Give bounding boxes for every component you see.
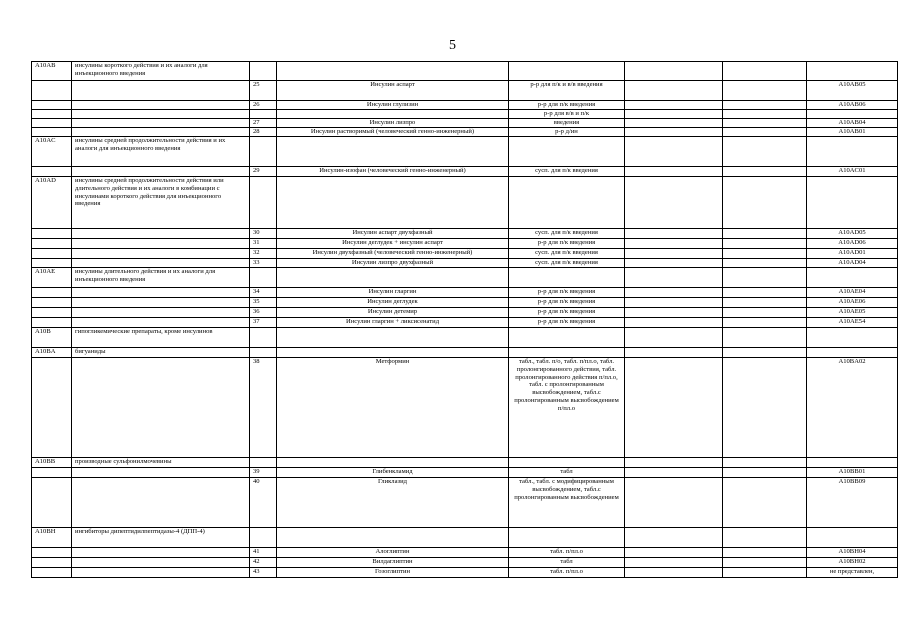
empty-cell-7 — [723, 328, 807, 348]
atc-group-code-cell — [32, 81, 72, 101]
table-row — [32, 249, 898, 259]
table-row — [32, 568, 898, 578]
atc-code-cell: A10AB06 — [807, 101, 898, 110]
group-name-cell: инсулины длительного действия и их аналоги для инъекционного введения — [72, 268, 250, 288]
group-name-cell — [72, 288, 250, 298]
table-row — [32, 358, 898, 458]
table-row — [32, 458, 898, 468]
dosage-form-cell: р-р д/ин — [509, 128, 625, 137]
empty-cell-7 — [723, 268, 807, 288]
group-name-cell — [72, 478, 250, 528]
table-row — [32, 268, 898, 288]
atc-code-cell — [807, 177, 898, 229]
drug-name-cell — [277, 110, 509, 119]
row-number-cell: 26 — [250, 101, 277, 110]
empty-cell-7 — [723, 358, 807, 458]
empty-cell-6 — [625, 528, 723, 548]
empty-cell-7 — [723, 528, 807, 548]
empty-cell-6 — [625, 308, 723, 318]
table-row — [32, 318, 898, 328]
dosage-form-cell: р-р для в/в и п/к — [509, 110, 625, 119]
group-name-cell: инсулины средней продолжительности действия или длительного действия и их аналоги в комбинации с инсулинами короткого действия для инъекционного введения — [72, 177, 250, 229]
drug-name-cell: Инсулин деглудек — [277, 298, 509, 308]
table-row — [32, 548, 898, 558]
row-number-cell: 34 — [250, 288, 277, 298]
empty-cell-6 — [625, 239, 723, 249]
table-row — [32, 298, 898, 308]
empty-cell-6 — [625, 229, 723, 239]
atc-code-cell: A10AD01 — [807, 249, 898, 259]
row-number-cell: 30 — [250, 229, 277, 239]
drug-name-cell: Инсулин аспарт — [277, 81, 509, 101]
group-name-cell: гипогликемические препараты, кроме инсулинов — [72, 328, 250, 348]
table-row — [32, 62, 898, 81]
empty-cell-7 — [723, 568, 807, 578]
group-name-cell — [72, 110, 250, 119]
atc-code-cell — [807, 528, 898, 548]
table-row — [32, 478, 898, 528]
empty-cell-7 — [723, 119, 807, 128]
row-number-cell — [250, 177, 277, 229]
row-number-cell — [250, 528, 277, 548]
atc-group-code-cell — [32, 101, 72, 110]
drug-name-cell: Алоглиптин — [277, 548, 509, 558]
row-number-cell: 29 — [250, 167, 277, 177]
table-row — [32, 81, 898, 101]
atc-code-cell: A10BB09 — [807, 478, 898, 528]
atc-group-code-cell: A10BA — [32, 348, 72, 358]
table-row — [32, 558, 898, 568]
row-number-cell: 28 — [250, 128, 277, 137]
atc-group-code-cell — [32, 358, 72, 458]
atc-code-cell — [807, 348, 898, 358]
group-name-cell — [72, 468, 250, 478]
group-name-cell: бигуаниды — [72, 348, 250, 358]
table-row — [32, 259, 898, 268]
empty-cell-6 — [625, 348, 723, 358]
atc-code-cell — [807, 268, 898, 288]
group-name-cell — [72, 229, 250, 239]
atc-code-cell: A10BH04 — [807, 548, 898, 558]
group-name-cell: инсулины средней продолжительности действия и их аналоги для инъекционного введения — [72, 137, 250, 167]
table-row — [32, 239, 898, 249]
drug-name-cell: Инсулин гларгин — [277, 288, 509, 298]
atc-group-code-cell — [32, 568, 72, 578]
atc-group-code-cell — [32, 308, 72, 318]
group-name-cell — [72, 568, 250, 578]
atc-code-cell: A10AD04 — [807, 259, 898, 268]
table-row — [32, 328, 898, 348]
group-name-cell — [72, 259, 250, 268]
drug-name-cell: Вилдаглиптин — [277, 558, 509, 568]
row-number-cell — [250, 110, 277, 119]
empty-cell-6 — [625, 478, 723, 528]
dosage-form-cell — [509, 268, 625, 288]
atc-group-code-cell — [32, 288, 72, 298]
group-name-cell — [72, 128, 250, 137]
dosage-form-cell: р-р для п/к введения — [509, 239, 625, 249]
group-name-cell: инсулины короткого действия и их аналоги для инъекционного введения — [72, 62, 250, 81]
row-number-cell — [250, 137, 277, 167]
empty-cell-7 — [723, 308, 807, 318]
atc-group-code-cell — [32, 298, 72, 308]
row-number-cell: 36 — [250, 308, 277, 318]
dosage-form-cell — [509, 458, 625, 468]
dosage-form-cell: табл. п/пл.о — [509, 548, 625, 558]
dosage-form-cell: р-р для п/к и в/в введения — [509, 81, 625, 101]
row-number-cell: 39 — [250, 468, 277, 478]
dosage-form-cell: сусп. для п/к введения — [509, 167, 625, 177]
table-row — [32, 229, 898, 239]
atc-group-code-cell — [32, 128, 72, 137]
drug-name-cell: Инсулин деглудек + инсулин аспарт — [277, 239, 509, 249]
drug-name-cell: Гликлазид — [277, 478, 509, 528]
atc-group-code-cell: A10AC — [32, 137, 72, 167]
atc-group-code-cell — [32, 318, 72, 328]
empty-cell-7 — [723, 62, 807, 81]
dosage-form-cell: сусп. для п/к введения — [509, 229, 625, 239]
dosage-form-cell — [509, 528, 625, 548]
empty-cell-6 — [625, 101, 723, 110]
drug-name-cell: Глибенкламид — [277, 468, 509, 478]
empty-cell-6 — [625, 249, 723, 259]
row-number-cell: 35 — [250, 298, 277, 308]
table-row — [32, 468, 898, 478]
empty-cell-7 — [723, 229, 807, 239]
drug-name-cell — [277, 137, 509, 167]
atc-group-code-cell — [32, 558, 72, 568]
dosage-form-cell — [509, 62, 625, 81]
empty-cell-6 — [625, 558, 723, 568]
empty-cell-7 — [723, 468, 807, 478]
atc-group-code-cell — [32, 229, 72, 239]
group-name-cell — [72, 298, 250, 308]
row-number-cell: 27 — [250, 119, 277, 128]
table-row — [32, 119, 898, 128]
empty-cell-7 — [723, 101, 807, 110]
row-number-cell: 41 — [250, 548, 277, 558]
table-row — [32, 137, 898, 167]
group-name-cell — [72, 558, 250, 568]
row-number-cell: 43 — [250, 568, 277, 578]
empty-cell-6 — [625, 62, 723, 81]
dosage-form-cell — [509, 328, 625, 348]
row-number-cell — [250, 268, 277, 288]
empty-cell-7 — [723, 548, 807, 558]
table-row — [32, 528, 898, 548]
atc-group-code-cell — [32, 110, 72, 119]
atc-group-code-cell — [32, 548, 72, 558]
drug-name-cell: Гозоглиптин — [277, 568, 509, 578]
atc-code-cell: A10AB01 — [807, 128, 898, 137]
row-number-cell: 42 — [250, 558, 277, 568]
row-number-cell — [250, 328, 277, 348]
drug-name-cell: Инсулин детемир — [277, 308, 509, 318]
atc-code-cell: A10AE06 — [807, 298, 898, 308]
drug-name-cell: Метформин — [277, 358, 509, 458]
atc-group-code-cell: A10B — [32, 328, 72, 348]
group-name-cell — [72, 308, 250, 318]
atc-group-code-cell — [32, 239, 72, 249]
empty-cell-6 — [625, 298, 723, 308]
atc-group-code-cell — [32, 167, 72, 177]
dosage-form-cell: р-р для п/к введения — [509, 318, 625, 328]
group-name-cell — [72, 167, 250, 177]
empty-cell-7 — [723, 478, 807, 528]
atc-group-code-cell: A10BH — [32, 528, 72, 548]
group-name-cell — [72, 249, 250, 259]
atc-code-cell: A10AD06 — [807, 239, 898, 249]
atc-code-cell: A10AE54 — [807, 318, 898, 328]
atc-code-cell — [807, 62, 898, 81]
drug-name-cell: Инсулин лизпро — [277, 119, 509, 128]
dosage-form-cell: сусп. для п/к введения — [509, 259, 625, 268]
drug-name-cell: Инсулин-изофан (человеческий генно-инженерный) — [277, 167, 509, 177]
empty-cell-6 — [625, 548, 723, 558]
empty-cell-6 — [625, 259, 723, 268]
table-row — [32, 128, 898, 137]
atc-code-cell: A10AC01 — [807, 167, 898, 177]
atc-code-cell: A10AB04 — [807, 119, 898, 128]
group-name-cell: производные сульфонилмочевины — [72, 458, 250, 468]
row-number-cell — [250, 458, 277, 468]
atc-code-cell: A10AB05 — [807, 81, 898, 101]
row-number-cell — [250, 348, 277, 358]
empty-cell-6 — [625, 177, 723, 229]
group-name-cell — [72, 239, 250, 249]
row-number-cell: 40 — [250, 478, 277, 528]
table-row — [32, 101, 898, 110]
atc-code-cell — [807, 110, 898, 119]
atc-code-cell: A10AE05 — [807, 308, 898, 318]
atc-group-code-cell: A10AD — [32, 177, 72, 229]
group-name-cell — [72, 101, 250, 110]
empty-cell-7 — [723, 558, 807, 568]
drug-name-cell: Инсулин двухфазный (человеческий генно-инженерный) — [277, 249, 509, 259]
empty-cell-7 — [723, 110, 807, 119]
empty-cell-7 — [723, 458, 807, 468]
page-number: 5 — [449, 38, 456, 53]
drug-table — [31, 61, 898, 578]
empty-cell-6 — [625, 119, 723, 128]
group-name-cell — [72, 318, 250, 328]
empty-cell-6 — [625, 458, 723, 468]
empty-cell-7 — [723, 167, 807, 177]
table-row — [32, 308, 898, 318]
table-row — [32, 288, 898, 298]
group-name-cell — [72, 119, 250, 128]
atc-group-code-cell: A10AE — [32, 268, 72, 288]
group-name-cell — [72, 81, 250, 101]
atc-code-cell: A10BB01 — [807, 468, 898, 478]
atc-code-cell: A10BH02 — [807, 558, 898, 568]
atc-code-cell: A10AE04 — [807, 288, 898, 298]
empty-cell-6 — [625, 318, 723, 328]
table-row — [32, 348, 898, 358]
empty-cell-6 — [625, 81, 723, 101]
empty-cell-7 — [723, 177, 807, 229]
drug-name-cell — [277, 62, 509, 81]
empty-cell-7 — [723, 81, 807, 101]
atc-code-cell — [807, 137, 898, 167]
table-row — [32, 177, 898, 229]
dosage-form-cell: введения — [509, 119, 625, 128]
empty-cell-6 — [625, 128, 723, 137]
drug-name-cell — [277, 348, 509, 358]
empty-cell-6 — [625, 268, 723, 288]
empty-cell-7 — [723, 298, 807, 308]
group-name-cell — [72, 548, 250, 558]
drug-name-cell: Инсулин аспарт двухфазный — [277, 229, 509, 239]
row-number-cell: 38 — [250, 358, 277, 458]
atc-code-cell — [807, 458, 898, 468]
atc-code-cell: A10AD05 — [807, 229, 898, 239]
drug-name-cell: Инсулин растворимый (человеческий генно-инженерный) — [277, 128, 509, 137]
atc-group-code-cell — [32, 259, 72, 268]
empty-cell-7 — [723, 137, 807, 167]
atc-group-code-cell — [32, 119, 72, 128]
empty-cell-6 — [625, 137, 723, 167]
empty-cell-6 — [625, 167, 723, 177]
empty-cell-7 — [723, 249, 807, 259]
atc-group-code-cell — [32, 468, 72, 478]
dosage-form-cell — [509, 137, 625, 167]
atc-group-code-cell — [32, 478, 72, 528]
empty-cell-7 — [723, 259, 807, 268]
drug-name-cell: Инсулин гларгин + ликсисенатид — [277, 318, 509, 328]
table-row — [32, 167, 898, 177]
row-number-cell: 33 — [250, 259, 277, 268]
drug-name-cell — [277, 328, 509, 348]
dosage-form-cell: табл. п/пл.о — [509, 568, 625, 578]
dosage-form-cell: табл — [509, 468, 625, 478]
dosage-form-cell: сусп. для п/к введения — [509, 249, 625, 259]
table-body — [32, 62, 898, 578]
dosage-form-cell: р-р для п/к введения — [509, 308, 625, 318]
empty-cell-6 — [625, 288, 723, 298]
atc-group-code-cell: A10AB — [32, 62, 72, 81]
empty-cell-7 — [723, 348, 807, 358]
drug-name-cell — [277, 268, 509, 288]
empty-cell-6 — [625, 110, 723, 119]
row-number-cell: 37 — [250, 318, 277, 328]
atc-group-code-cell — [32, 249, 72, 259]
empty-cell-6 — [625, 358, 723, 458]
drug-name-cell: Инсулин лизпро двухфазный — [277, 259, 509, 268]
drug-name-cell: Инсулин глулизин — [277, 101, 509, 110]
empty-cell-7 — [723, 128, 807, 137]
empty-cell-7 — [723, 318, 807, 328]
dosage-form-cell — [509, 177, 625, 229]
dosage-form-cell: р-р для п/к введения — [509, 298, 625, 308]
empty-cell-6 — [625, 328, 723, 348]
atc-code-cell: не представлен, — [807, 568, 898, 578]
row-number-cell: 31 — [250, 239, 277, 249]
empty-cell-7 — [723, 288, 807, 298]
empty-cell-6 — [625, 568, 723, 578]
dosage-form-cell: табл., табл. п/о, табл. п/пл.о, табл. пролонгированного действия, табл. пролонгированного действия п/пл.о, табл. с пролонгированным высвобождением, табл.с пролонгированным высвобождением п/пл.о — [509, 358, 625, 458]
group-name-cell: ингибиторы дипептидилпептидазы-4 (ДПП-4) — [72, 528, 250, 548]
row-number-cell: 32 — [250, 249, 277, 259]
dosage-form-cell: р-р для п/к введения — [509, 101, 625, 110]
dosage-form-cell: табл., табл. с модифицированным высвобождением, табл.с пролонгированным высвобождением — [509, 478, 625, 528]
empty-cell-7 — [723, 239, 807, 249]
dosage-form-cell — [509, 348, 625, 358]
empty-cell-6 — [625, 468, 723, 478]
row-number-cell — [250, 62, 277, 81]
drug-name-cell — [277, 458, 509, 468]
row-number-cell: 25 — [250, 81, 277, 101]
atc-code-cell: A10BA02 — [807, 358, 898, 458]
dosage-form-cell: табл — [509, 558, 625, 568]
atc-group-code-cell: A10BB — [32, 458, 72, 468]
group-name-cell — [72, 358, 250, 458]
atc-code-cell — [807, 328, 898, 348]
drug-name-cell — [277, 528, 509, 548]
dosage-form-cell: р-р для п/к введения — [509, 288, 625, 298]
drug-name-cell — [277, 177, 509, 229]
table-row — [32, 110, 898, 119]
